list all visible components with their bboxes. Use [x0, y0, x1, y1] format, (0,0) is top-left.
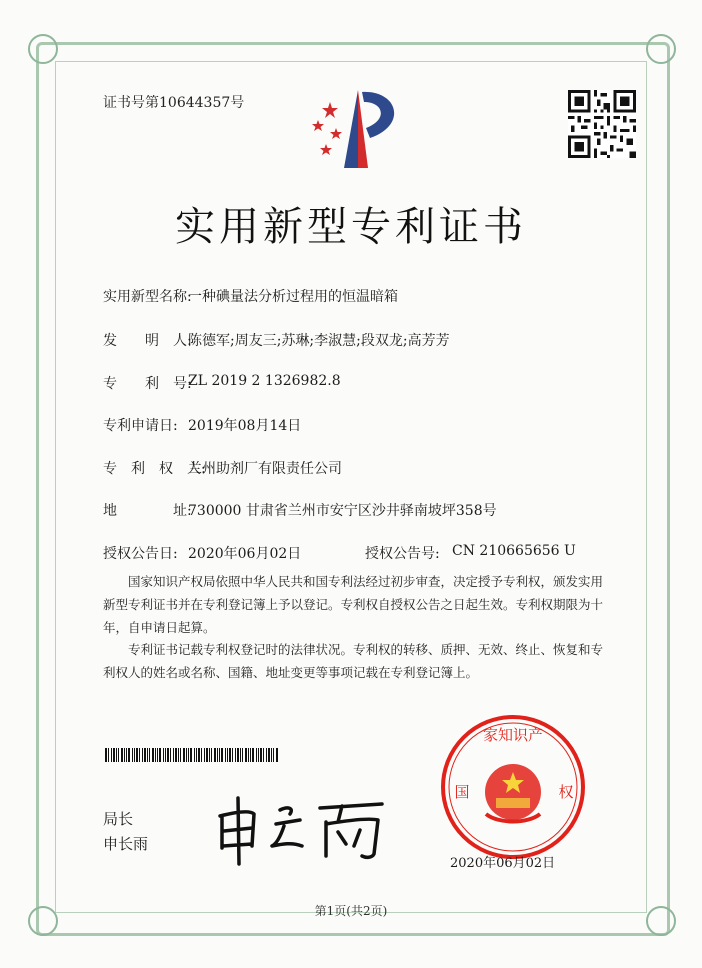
field-label-inventors: 发 明 人:	[103, 333, 192, 349]
svg-text:家知识产: 家知识产	[482, 726, 544, 744]
statement-paragraph-1: 国家知识产权局依照中华人民共和国专利法经过初步审查，决定授予专利权，颁发实用新型专利证书并在专利登记簿上予以登记。专利权自授权公告之日起生效。专利权期限为十年，自申请日起算。	[103, 574, 604, 635]
corner-ornament-icon	[646, 34, 676, 64]
field-value-name: 一种碘量法分析过程用的恒温暗箱	[188, 289, 398, 305]
announce-number-label: 授权公告号:	[365, 546, 440, 562]
director-title: 局长	[103, 810, 134, 828]
statement-paragraph-2: 专利证书记载专利权登记时的法律状况。专利权的转移、质押、无效、终止、恢复和专利权人的姓名或名称、国籍、地址变更等事项记载在专利登记簿上。	[103, 642, 604, 680]
field-value-patent-number: ZL 2019 2 1326982.8	[188, 373, 341, 389]
field-value-inventors: 陈德军;周友三;苏琳;李淑慧;段双龙;高芳芳	[188, 333, 450, 349]
seal-date: 2020年06月02日	[450, 856, 556, 871]
field-value-patentee: 兰州助剂厂有限责任公司	[188, 461, 342, 477]
field-label-name: 实用新型名称:	[103, 289, 192, 305]
barcode-icon	[105, 748, 279, 762]
certificate-number: 证书号第10644357号	[103, 95, 245, 111]
director-signature	[210, 786, 400, 866]
announce-date-value: 2020年06月02日	[188, 546, 302, 562]
director-name: 申长雨	[103, 835, 149, 853]
certificate-title: 实用新型专利证书	[175, 204, 527, 250]
field-value-address: 730000 甘肃省兰州市安宁区沙井驿南坡坪358号	[188, 503, 497, 519]
page-footer: 第1页(共2页)	[314, 904, 388, 918]
qr-code-icon	[568, 90, 636, 158]
official-seal-icon	[438, 712, 588, 862]
field-label-filing-date: 专利申请日:	[103, 418, 178, 434]
announce-date-label: 授权公告日:	[103, 546, 178, 562]
corner-ornament-icon	[28, 34, 58, 64]
svg-text:国: 国	[454, 783, 470, 801]
svg-text:权: 权	[558, 783, 574, 801]
field-label-patentee: 专 利 权 人:	[103, 461, 206, 477]
cnipa-logo-icon	[300, 80, 420, 180]
field-label-address: 地 址:	[103, 503, 192, 519]
announce-number-value: CN 210665656 U	[452, 543, 576, 559]
field-label-patent-number: 专 利 号:	[103, 376, 192, 392]
field-value-filing-date: 2019年08月14日	[188, 418, 302, 434]
